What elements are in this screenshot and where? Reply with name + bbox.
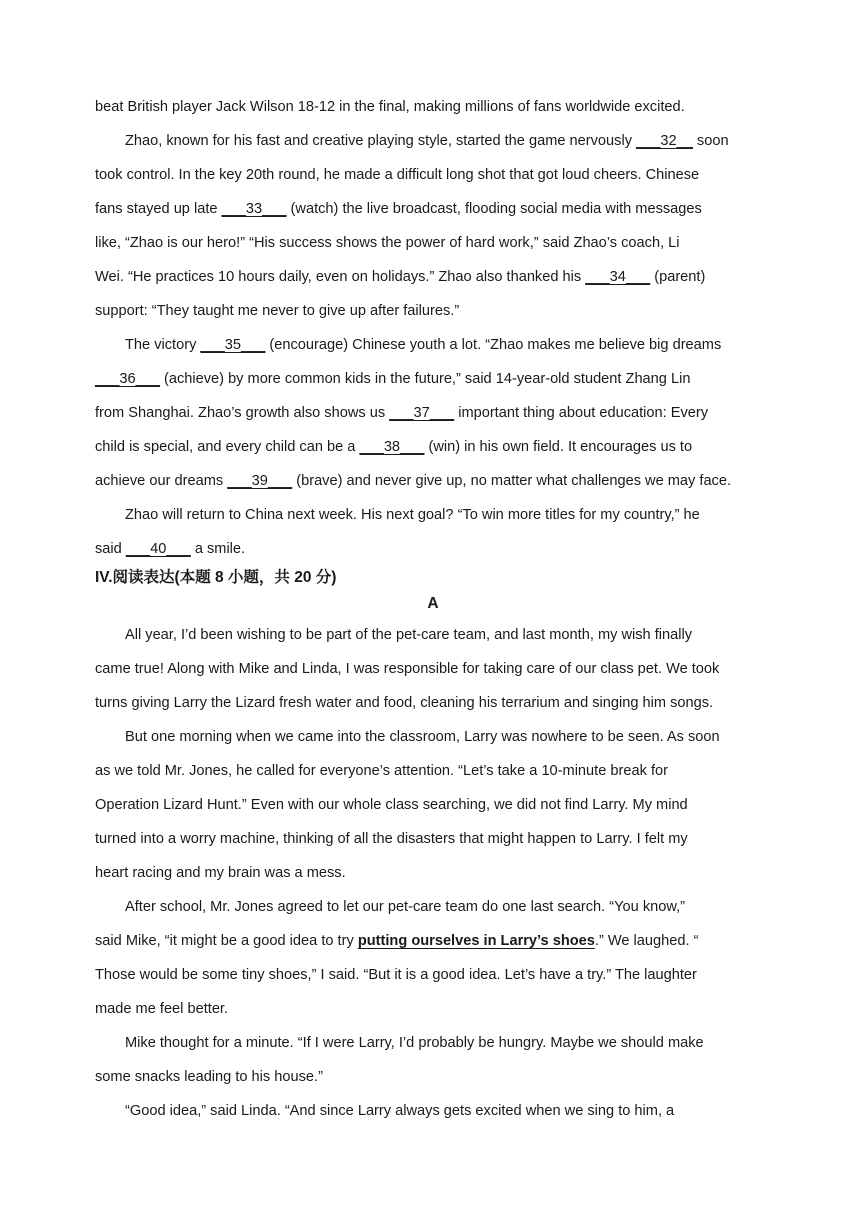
cloze-line-4 (95, 192, 771, 226)
passage-a-line-2 (95, 652, 771, 686)
text-run: Operation Lizard Hunt.” Even with our whole class searching, we did not find Larry. My mind (95, 797, 688, 813)
text-run: beat British player Jack Wilson 18-12 in the final, making millions of fans worldwide excited. (95, 99, 685, 115)
cloze-line-3 (95, 158, 771, 192)
cloze-line-2 (95, 124, 771, 158)
blank-32: ___32__ (636, 133, 693, 149)
cloze-line-12 (95, 464, 771, 498)
text-run: .” We laughed. “ (594, 933, 699, 949)
cloze-line-1 (95, 90, 771, 124)
text-run: “Good idea,” said Linda. “And since Larry always gets excited when we sing to him, a (125, 1103, 675, 1119)
text-run: (encourage) Chinese youth a lot. “Zhao makes me believe big dreams (265, 337, 722, 353)
underlined-phrase: putting ourselves in Larry’s shoes (357, 933, 595, 949)
cloze-line-14 (95, 532, 771, 566)
text-run: turns giving Larry the Lizard fresh water and food, cleaning his terrarium and singing him songs. (95, 695, 714, 711)
passage-a-line-7 (95, 822, 771, 856)
text-run: heart racing and my brain was a mess. (95, 865, 346, 881)
text-run: made me feel better. (95, 1001, 229, 1017)
text-run: soon (692, 133, 729, 149)
text-run: The victory (125, 337, 201, 353)
text-run: a smile. (190, 541, 246, 557)
blank-35: ___35___ (200, 337, 266, 353)
cloze-line-11 (95, 430, 771, 464)
passage-a-line-14 (95, 1060, 771, 1094)
section-heading: IV.阅读表达(本题 8 小题，共 20 分) (95, 569, 337, 586)
blank-40: ___40___ (125, 541, 191, 557)
passage-a-line-6 (95, 788, 771, 822)
text-run: (brave) and never give up, no matter what challenges we may face. (292, 473, 732, 489)
text-run: After school, Mr. Jones agreed to let our pet-care team do one last search. “You know,” (125, 899, 685, 915)
text-run: Zhao, known for his fast and creative playing style, started the game nervously (125, 133, 637, 149)
blank-34: ___34___ (585, 269, 651, 285)
text-run: Zhao will return to China next week. His next goal? “To win more titles for my country,” he (125, 507, 700, 523)
text-run: came true! Along with Mike and Linda, I was responsible for taking care of our class pet. We took (95, 661, 720, 677)
cloze-line-7 (95, 294, 771, 328)
text-run: as we told Mr. Jones, he called for everyone’s attention. “Let’s take a 10-minute break for (95, 763, 668, 779)
passage-a-line-1 (95, 618, 771, 652)
document-page (95, 90, 771, 1128)
passage-a-line-5 (95, 754, 771, 788)
text-run: important thing about education: Every (454, 405, 709, 421)
text-run: from Shanghai. Zhao’s growth also shows us (95, 405, 390, 421)
cloze-line-8 (95, 328, 771, 362)
text-run: (watch) the live broadcast, flooding social media with messages (286, 201, 702, 217)
passage-label: A (427, 595, 439, 612)
passage-a-line-8 (95, 856, 771, 890)
passage-a-line-10 (95, 924, 771, 958)
blank-37: ___37___ (389, 405, 455, 421)
text-run: fans stayed up late (95, 201, 222, 217)
cloze-line-13 (95, 498, 771, 532)
passage-a-line-13 (95, 1026, 771, 1060)
text-run: some snacks leading to his house.” (95, 1069, 323, 1085)
passage-a-line-4 (95, 720, 771, 754)
blank-33: ___33___ (221, 201, 287, 217)
text-run: said (95, 541, 126, 557)
cloze-line-9 (95, 362, 771, 396)
cloze-line-10 (95, 396, 771, 430)
passage-a-line-12 (95, 992, 771, 1026)
text-run: achieve our dreams (95, 473, 228, 489)
text-run: All year, I’d been wishing to be part of the pet-care team, and last month, my wish finally (125, 627, 693, 643)
text-run: took control. In the key 20th round, he made a difficult long shot that got loud cheers. Chinese (95, 167, 700, 183)
text-run: child is special, and every child can be a (95, 439, 360, 455)
text-run: like, “Zhao is our hero!” “His success shows the power of hard work,” said Zhao’s coach, Li (95, 235, 680, 251)
text-run: (achieve) by more common kids in the future,” said 14-year-old student Zhang Lin (159, 371, 691, 387)
text-run: But one morning when we came into the classroom, Larry was nowhere to be seen. As soon (125, 729, 720, 745)
passage-a-line-3 (95, 686, 771, 720)
passage-a-line-9 (95, 890, 771, 924)
text-run: support: “They taught me never to give up after failures.” (95, 303, 460, 319)
text-run: (win) in his own field. It encourages us to (424, 439, 693, 455)
cloze-line-6 (95, 260, 771, 294)
blank-39: ___39___ (227, 473, 293, 489)
cloze-line-5 (95, 226, 771, 260)
passage-a-line-15 (95, 1094, 771, 1128)
text-run: turned into a worry machine, thinking of all the disasters that might happen to Larry. I felt my (95, 831, 688, 847)
blank-38: ___38___ (359, 439, 425, 455)
passage-a-line-11 (95, 958, 771, 992)
blank-36: ___36___ (95, 371, 160, 387)
text-run: said Mike, “it might be a good idea to try (95, 933, 358, 949)
text-run: Mike thought for a minute. “If I were Larry, I’d probably be hungry. Maybe we should make (125, 1035, 704, 1051)
text-run: Wei. “He practices 10 hours daily, even on holidays.” Zhao also thanked his (95, 269, 586, 285)
text-run: Those would be some tiny shoes,” I said. “But it is a good idea. Let’s have a try.” The laughter (95, 967, 697, 983)
text-run: (parent) (650, 269, 706, 285)
